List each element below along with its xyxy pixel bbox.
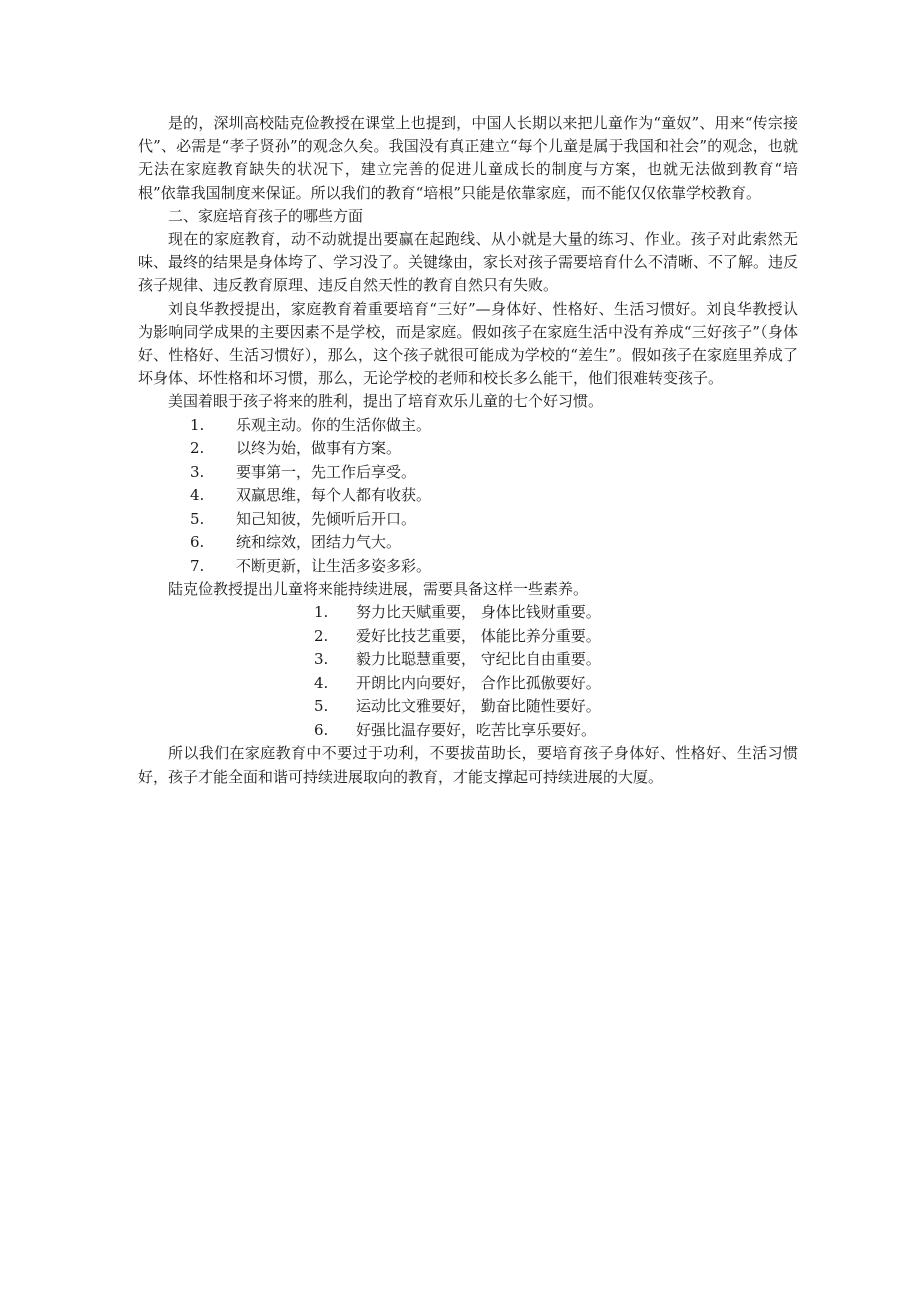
list-text: 以终为始，做事有方案。 [236,439,402,458]
list-number: 7. [190,556,205,575]
list-number: 2. [190,439,205,458]
habits-intro: 美国着眼于孩子将来的胜利，提出了培育欢乐儿童的七个好习惯。 [168,392,604,411]
list-number: 1. [314,603,329,622]
paragraph-current-education: 现在的家庭教育，动不动就提出要赢在起跑线、从小就是大量的练习、作业。孩子对此索然无味、最终的结果是身体垮了、学习没了。关键缘由，家长对孩子需要培育什么不清晰、不了解。违反孩子规律、违反教育原理、违反自然天性的教育自然只有失败。 [138,230,799,295]
list-number: 1. [190,415,205,434]
list-number: 3. [190,462,205,481]
list-text: 双赢思维，每个人都有收获。 [236,486,432,505]
list-text: 统和综效，团结力气大。 [236,533,402,552]
list-item [138,555,798,579]
list-text: 好强比温存要好，吃苦比享乐要好。 [356,720,597,739]
list-text: 运动比文雅要好， 勤奋比随性要好。 [356,697,601,716]
list-number: 4. [314,673,329,692]
list-item [138,414,798,438]
list-item [138,461,798,485]
document-page [138,112,798,789]
list-number: 5. [190,509,205,528]
list-item [138,648,798,672]
list-item [138,531,798,555]
habits-list [138,414,798,579]
list-number: 2. [314,626,329,645]
list-item [138,695,798,719]
list-text: 爱好比技艺重要， 体能比养分重要。 [356,626,601,645]
list-number: 6. [314,720,329,739]
list-text: 努力比天赋重要， 身体比钱财重要。 [356,603,601,622]
list-number: 3. [314,650,329,669]
list-text: 乐观主动。你的生活你做主。 [236,415,432,434]
list-item [138,672,798,696]
list-text: 知己知彼，先倾听后开口。 [236,509,417,528]
qualities-list [138,601,798,742]
qualities-intro: 陆克俭教授提出儿童将来能持续进展，需要具备这样一些素养。 [168,580,589,599]
list-item [138,719,798,743]
list-number: 6. [190,533,205,552]
paragraph-liu-lianghua: 刘良华教授提出，家庭教育着重要培育“三好”—身体好、性格好、生活习惯好。刘良华教授认为影响同学成果的主要因素不是学校，而是家庭。假如孩子在家庭生活中没有养成“三好孩子”（身体好、性格好、生活习惯好），那么，这个孩子就很可能成为学校的“差生”。假如孩子在家庭里养成了坏身体、坏性格和坏习惯，那么，无论学校的老师和校长多么能干，他们很难转变孩子。 [138,299,798,388]
list-item [138,625,798,649]
list-number: 5. [314,697,329,716]
list-text: 毅力比聪慧重要， 守纪比自由重要。 [356,650,601,669]
list-item [138,484,798,508]
list-item [138,508,798,532]
list-number: 4. [190,486,205,505]
list-item [138,437,798,461]
paragraph-intro: 是的，深圳高校陆克俭教授在课堂上也提到，中国人长期以来把儿童作为“童奴”、用来“传宗接代”、必需是“孝子贤孙”的观念久矣。我国没有真正建立“每个儿童是属于我国和社会”的观念，也就无法在家庭教育缺失的状况下，建立完善的促进儿童成长的制度与方案，也就无法做到教育“培根”依靠我国制度来保证。所以我们的教育“培根”只能是依靠家庭，而不能仅仅依靠学校教育。 [138,114,798,202]
list-text: 不断更新，让生活多姿多彩。 [236,556,432,575]
list-text: 开朗比内向要好， 合作比孤傲要好。 [356,673,601,692]
list-text: 要事第一，先工作后享受。 [236,462,417,481]
paragraph-conclusion: 所以我们在家庭教育中不要过于功利，不要拔苗助长，要培育孩子身体好、性格好、生活习惯好，孩子才能全面和谐可持续进展取向的教育，才能支撑起可持续进展的大厦。 [138,744,798,786]
section-heading: 二、家庭培育孩子的哪些方面 [168,206,364,225]
list-item [138,601,798,625]
